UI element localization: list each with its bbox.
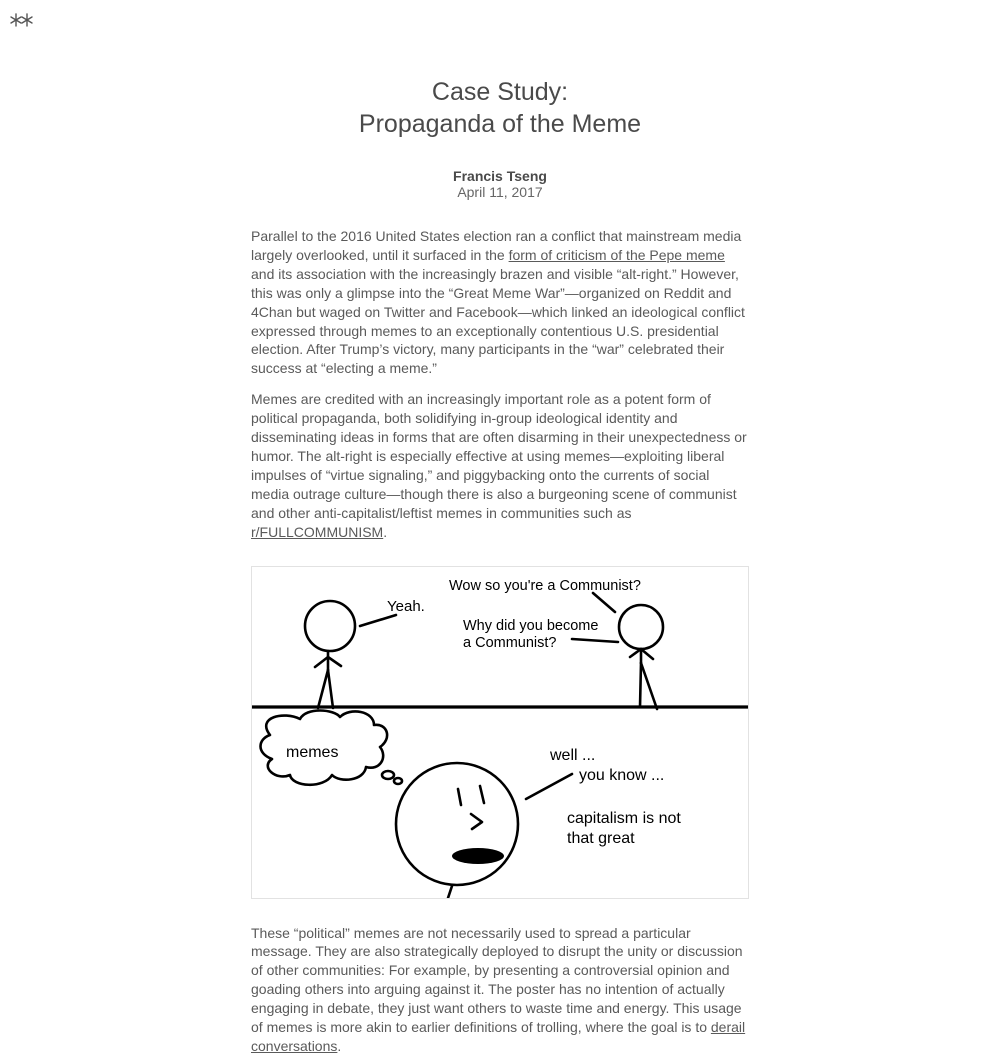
paragraph-3-text-a: These “political” memes are not necessarily used to spread a particular message. They are also strategically deployed to disrupt the unity or discussion of other communities: For example, by presenting a controversial opinion and goading others into arguing against it. The poster has no intention of actually engaging in debate, they just want others to waste time and energy. This usage of memes is more akin to earlier definitions of trolling, where the goal is to xyxy=(251,924,743,1036)
asterisk-pair-logo-icon xyxy=(10,11,34,29)
memes-thought: memes xyxy=(286,743,339,761)
page-title xyxy=(251,0,749,140)
paragraph-3-text-b: . xyxy=(337,1037,342,1054)
paragraph-2-text-a: Memes are credited with an increasingly important role as a potent form of political propaganda, both solidifying in-group ideological identity and disseminating ideas in forms that are often disarming in their unexpectedness or humor. The alt-right is especially effective at using memes—exploiting liberal impulses of “virtue signaling,” and piggybacking onto the currents of social media outrage culture—though there is also a burgeoning scene of communist and other anti-capitalist/leftist memes in communities such as xyxy=(251,391,747,521)
paragraph-2 xyxy=(251,390,749,541)
why-communist-bubble-line-1: Why did you become xyxy=(463,617,599,634)
you-know-bubble: you know ... xyxy=(579,766,665,784)
title-line-2: Propaganda of the Meme xyxy=(358,110,642,138)
comic-image xyxy=(251,566,749,899)
pepe-criticism-link[interactable]: form of criticism of the Pepe meme xyxy=(508,246,725,263)
big-face-mouth xyxy=(452,848,504,864)
paragraph-1 xyxy=(251,227,749,378)
left-figure-head xyxy=(305,601,355,651)
article xyxy=(251,0,749,1056)
publish-date: April 11, 2017 xyxy=(457,184,543,200)
comic-drawing xyxy=(252,567,748,898)
well-bubble: well ... xyxy=(550,746,596,764)
why-communist-bubble-line-2: a Communist? xyxy=(463,634,557,651)
right-figure-head xyxy=(619,605,663,649)
title-line-1: Case Study: xyxy=(431,78,569,106)
paragraph-1-text-a: Parallel to the 2016 United States election ran a conflict that mainstream media largely overlooked, until it surfaced in the xyxy=(251,228,742,263)
capitalism-bubble-line-1: capitalism is not xyxy=(567,809,681,827)
paragraph-3 xyxy=(251,924,749,1056)
communist-question-bubble: Wow so you're a Communist? xyxy=(449,577,641,594)
byline xyxy=(251,168,749,200)
capitalism-bubble-line-2: that great xyxy=(567,829,635,847)
yeah-bubble: Yeah. xyxy=(387,597,425,615)
author-name: Francis Tseng xyxy=(453,168,547,184)
big-face-head xyxy=(396,763,518,885)
site-logo[interactable] xyxy=(10,11,34,29)
paragraph-2-text-b: . xyxy=(383,523,388,540)
fullcommunism-link[interactable]: r/FULLCOMMUNISM xyxy=(251,523,384,540)
derail-conversations-link[interactable]: derail conversations xyxy=(251,1019,746,1054)
paragraph-1-text-b: and its association with the increasingly brazen and visible “alt-right.” However, this was only a glimpse into the “Great Meme War”—organized on Reddit and 4Chan but waged on Twitter and Facebook—which linked an ideological conflict expressed through memes to an exceptionally contentious U.S. presidential election. After Trump’s victory, many participants in the “war” celebrated their success at “electing a meme.” xyxy=(251,265,745,377)
